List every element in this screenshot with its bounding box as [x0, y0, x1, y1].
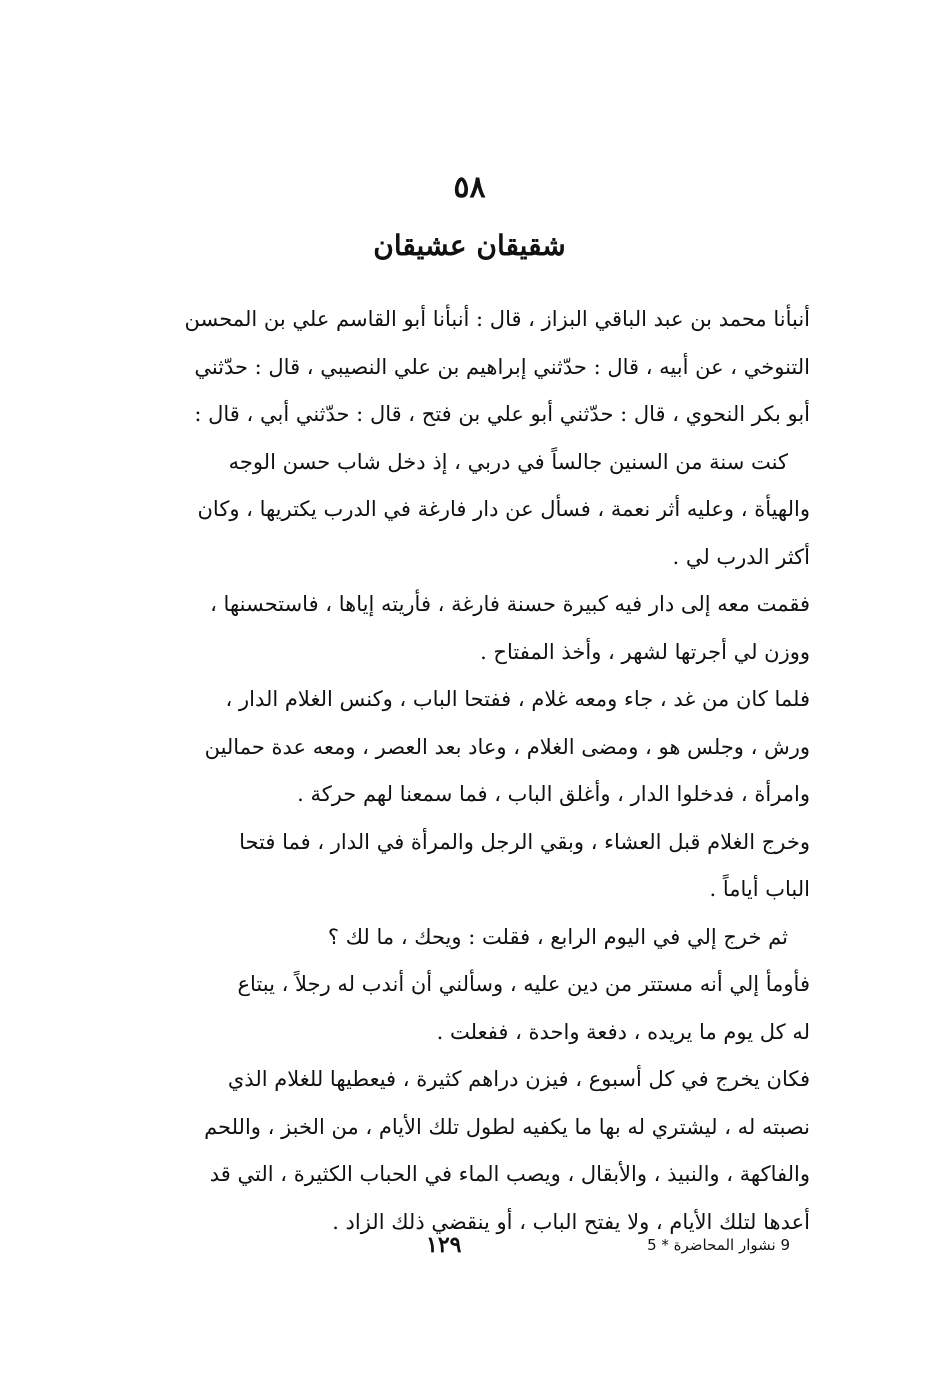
text-line: والفاكهة ، والنبيذ ، والأبقال ، ويصب الماء في الحباب الكثيرة ، التي قد: [209, 1162, 810, 1186]
page-footer: [134, 1232, 810, 1268]
text-line: أكثر الدرب لي .: [672, 544, 810, 569]
text-line: كنت سنة من السنين جالساً في دربي ، إذ دخل شاب حسن الوجه: [228, 449, 788, 474]
text-line: وامرأة ، فدخلوا الدار ، وأغلق الباب ، فما سمعنا لهم حركة .: [297, 782, 810, 806]
paragraph-2: [134, 439, 810, 582]
text-line: فلما كان من غد ، جاء ومعه غلام ، ففتحا الباب ، وكنس الغلام الدار ،: [225, 687, 810, 711]
text-line: أعدها لتلك الأيام ، ولا يفتح الباب ، أو ينقضي ذلك الزاد .: [332, 1209, 810, 1234]
text-line: ورش ، وجلس هو ، ومضى الغلام ، وعاد بعد العصر ، ومعه عدة حمالين: [204, 734, 810, 759]
text-line: نصبته له ، ليشتري له بها ما يكفيه لطول تلك الأيام ، من الخبز ، واللحم: [204, 1114, 810, 1139]
text-line: فكان يخرج في كل أسبوع ، فيزن دراهم كثيرة ، فيعطيها للغلام الذي: [227, 1067, 810, 1091]
body-text: [134, 296, 810, 1246]
text-line: ووزن لي أجرتها لشهر ، وأخذ المفتاح .: [480, 639, 810, 664]
text-line: التنوخي ، عن أبيه ، قال : حدّثني إبراهيم بن علي النصيبي ، قال : حدّثني: [194, 354, 810, 379]
paragraph-6: [134, 914, 810, 962]
text-line: والهيأة ، وعليه أثر نعمة ، فسأل عن دار فارغة في الدرب يكتريها ، وكان: [197, 497, 810, 521]
paragraph-1: [134, 296, 810, 439]
paragraph-8: [134, 1056, 810, 1246]
chapter-title: شقيقان عشيقان: [373, 229, 566, 262]
text-line: فقمت معه إلى دار فيه كبيرة حسنة فارغة ، فأريته إياها ، فاستحسنها ،: [210, 592, 810, 616]
text-line: أبو بكر النحوي ، قال : حدّثني أبو علي بن فتح ، قال : حدّثني أبي ، قال :: [194, 402, 810, 426]
text-line: فأومأ إلي أنه مستتر من دين عليه ، وسألني أن أندب له رجلاً ، يبتاع: [237, 972, 810, 996]
text-line: ثم خرج إلي في اليوم الرابع ، فقلت : ويحك ، ما لك ؟: [327, 924, 788, 949]
text-line: وخرج الغلام قبل العشاء ، وبقي الرجل والمرأة في الدار ، فما فتحا: [239, 829, 810, 854]
text-line: له كل يوم ما يريده ، دفعة واحدة ، ففعلت .: [436, 1019, 810, 1044]
paragraph-7: [134, 961, 810, 1056]
page-number: ١٢٩: [426, 1232, 462, 1258]
text-line: الباب أياماً .: [709, 877, 810, 901]
text-line: أنبأنا محمد بن عبد الباقي البزاز ، قال : أنبأنا أبو القاسم علي بن المحسن: [184, 307, 810, 331]
paragraph-5: [134, 819, 810, 914]
signature-mark: 9 نشوار المحاضرة * 5: [647, 1236, 790, 1254]
paragraph-4: [134, 676, 810, 819]
chapter-number: ٥٨: [453, 170, 486, 205]
paragraph-3: [134, 581, 810, 676]
